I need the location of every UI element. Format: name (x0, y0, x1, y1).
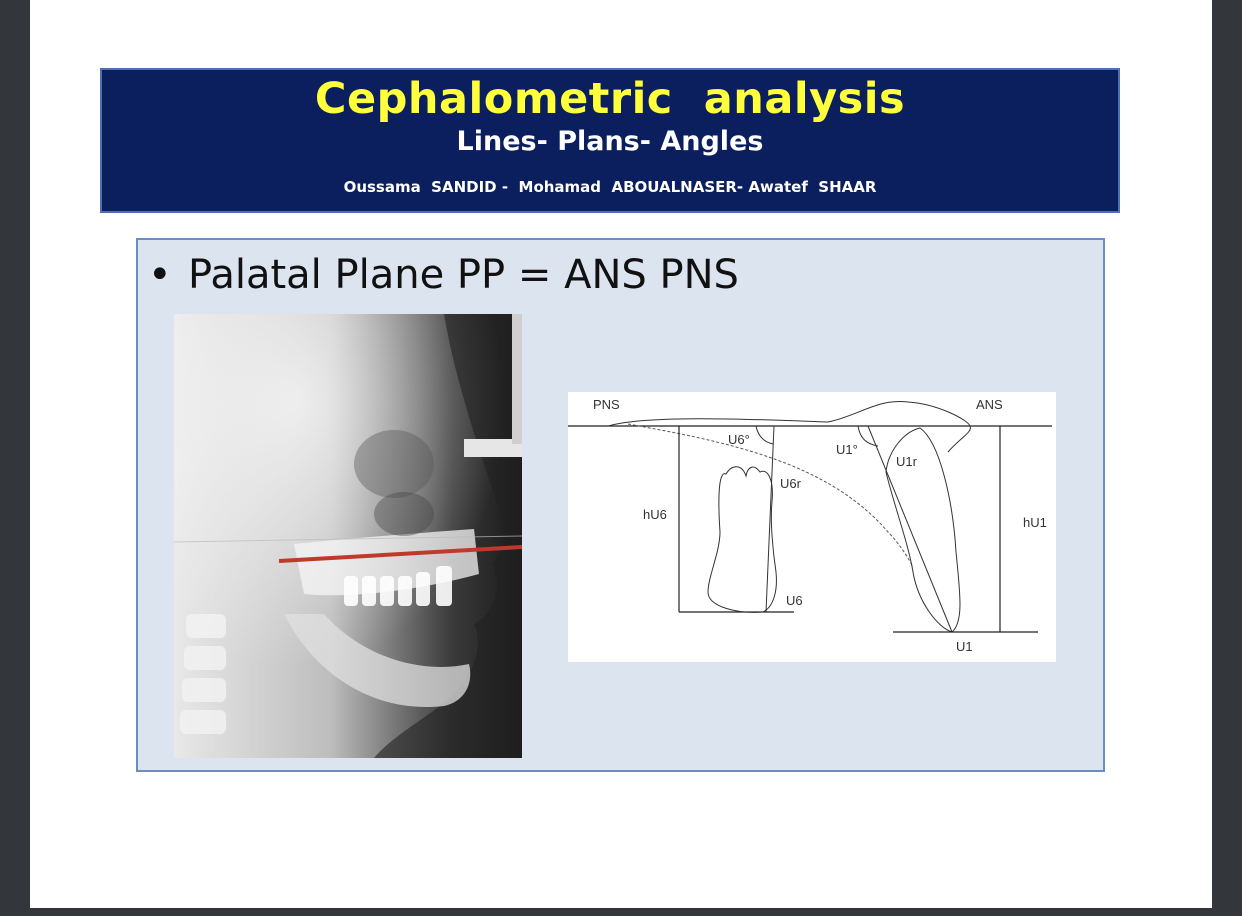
label-u6: U6 (786, 593, 803, 608)
bullet-item (148, 252, 739, 298)
label-u1-angle: U1° (836, 442, 858, 457)
label-u6-angle: U6° (728, 432, 750, 447)
content-box (136, 238, 1105, 772)
palatal-plane-diagram (568, 392, 1056, 662)
label-u6r: U6r (780, 476, 801, 491)
bullet-dot: • (148, 252, 172, 298)
title-banner (100, 68, 1120, 213)
label-ans: ANS (976, 397, 1003, 412)
label-u1r: U1r (896, 454, 917, 469)
slide-subtitle: Lines- Plans- Angles (456, 126, 764, 157)
slide-title: Cephalometric analysis (314, 74, 906, 124)
slide (30, 0, 1212, 908)
cephalometric-xray-image (174, 314, 522, 758)
authors-line: Oussama SANDID - Mohamad ABOUALNASER- Awatef SHAAR (343, 178, 877, 196)
label-u1: U1 (956, 639, 973, 654)
label-hu1: hU1 (1023, 515, 1047, 530)
label-hu6: hU6 (643, 507, 667, 522)
bullet-text: Palatal Plane PP = ANS PNS (188, 252, 739, 298)
label-pns: PNS (593, 397, 620, 412)
